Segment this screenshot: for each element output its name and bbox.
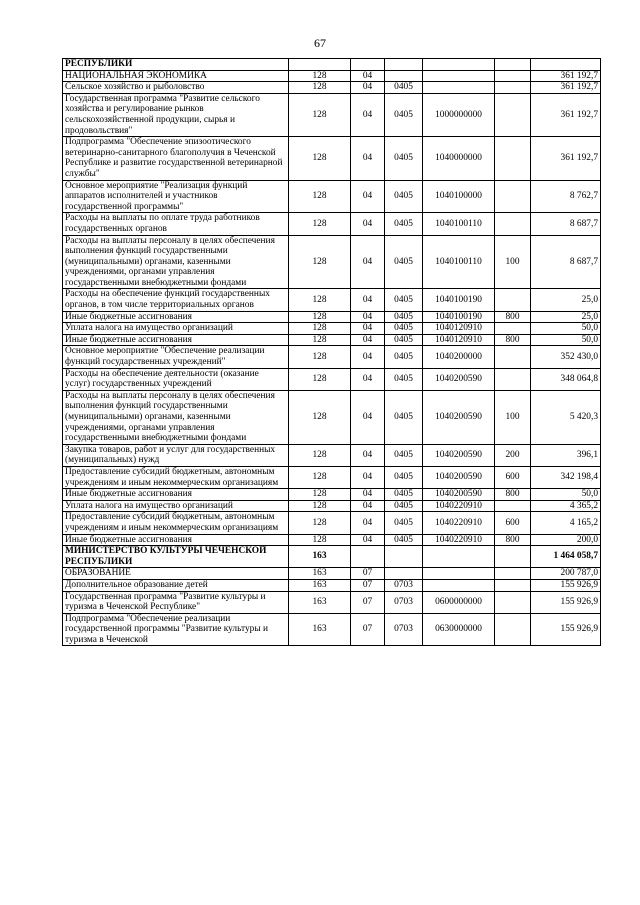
cell-name: Основное мероприятие "Реализация функций аппаратов исполнителей и участников государственной программы"	[63, 180, 289, 213]
cell-sum: 50,0	[531, 323, 601, 335]
cell-pr: 0405	[385, 534, 423, 546]
cell-name: Расходы на выплаты по оплате труда работников государственных органов	[63, 213, 289, 235]
cell-grbs: 128	[289, 512, 351, 534]
cell-sum: 50,0	[531, 489, 601, 501]
cell-grbs: 128	[289, 235, 351, 289]
cell-rz: 04	[351, 334, 385, 346]
cell-name: НАЦИОНАЛЬНАЯ ЭКОНОМИКА	[63, 70, 289, 82]
cell-name: Сельское хозяйство и рыболовство	[63, 82, 289, 94]
cell-sum: 348 064,8	[531, 368, 601, 390]
cell-grbs: 128	[289, 82, 351, 94]
cell-grbs: 163	[289, 591, 351, 613]
cell-grbs: 128	[289, 180, 351, 213]
table-row	[63, 444, 601, 466]
cell-rz: 04	[351, 466, 385, 488]
cell-pr: 0405	[385, 390, 423, 444]
cell-rz: 04	[351, 137, 385, 180]
cell-pr: 0405	[385, 346, 423, 368]
cell-vr: 100	[495, 235, 531, 289]
table-row	[63, 180, 601, 213]
cell-vr: 100	[495, 390, 531, 444]
cell-pr	[385, 546, 423, 568]
cell-name: Подпрограмма "Обеспечение эпизоотического ветеринарно-санитарного благополучия в Чеченской Республике и развитие государственной ветеринарной службы"	[63, 137, 289, 180]
cell-vr	[495, 568, 531, 580]
cell-cs	[423, 82, 495, 94]
cell-vr	[495, 213, 531, 235]
cell-name: Закупка товаров, работ и услуг для государственных (муниципальных) нужд	[63, 444, 289, 466]
cell-name: Иные бюджетные ассигнования	[63, 334, 289, 346]
cell-sum: 1 464 058,7	[531, 546, 601, 568]
cell-rz: 04	[351, 323, 385, 335]
cell-cs: 1040200000	[423, 346, 495, 368]
cell-rz: 07	[351, 579, 385, 591]
table-row	[63, 579, 601, 591]
cell-name: Подпрограмма "Обеспечение реализации государственной программы "Развитие культуры и туризма в Чеченской	[63, 613, 289, 646]
table-row	[63, 235, 601, 289]
cell-cs: 1040220910	[423, 512, 495, 534]
table-row	[63, 534, 601, 546]
cell-rz: 04	[351, 346, 385, 368]
table-row	[63, 137, 601, 180]
budget-table-body	[63, 59, 601, 646]
cell-rz	[351, 59, 385, 71]
cell-grbs: 163	[289, 613, 351, 646]
cell-name: Расходы на обеспечение функций государственных органов, в том числе территориальных органов	[63, 289, 289, 311]
table-row	[63, 289, 601, 311]
cell-cs: 1000000000	[423, 93, 495, 136]
cell-pr	[385, 568, 423, 580]
cell-name: Уплата налога на имущество организаций	[63, 500, 289, 512]
cell-pr: 0405	[385, 444, 423, 466]
table-row	[63, 390, 601, 444]
table-row	[63, 466, 601, 488]
cell-vr	[495, 82, 531, 94]
cell-pr: 0405	[385, 180, 423, 213]
cell-sum: 5 420,3	[531, 390, 601, 444]
table-row	[63, 568, 601, 580]
cell-rz: 04	[351, 289, 385, 311]
cell-rz	[351, 546, 385, 568]
cell-pr: 0405	[385, 466, 423, 488]
table-row	[63, 613, 601, 646]
cell-cs: 1040200590	[423, 390, 495, 444]
cell-grbs: 163	[289, 568, 351, 580]
cell-cs	[423, 546, 495, 568]
cell-grbs: 128	[289, 368, 351, 390]
cell-sum: 361 192,7	[531, 82, 601, 94]
cell-cs: 1040120910	[423, 323, 495, 335]
cell-sum: 4 365,2	[531, 500, 601, 512]
cell-vr: 600	[495, 466, 531, 488]
cell-cs	[423, 59, 495, 71]
cell-vr	[495, 93, 531, 136]
cell-sum: 361 192,7	[531, 93, 601, 136]
cell-name: Расходы на выплаты персоналу в целях обеспечения выполнения функций государственными (муниципальными) органами, казенными учреждениями, органами управления государственными внебюджетными фондами	[63, 235, 289, 289]
cell-sum: 155 926,9	[531, 591, 601, 613]
cell-pr: 0405	[385, 489, 423, 501]
table-row	[63, 213, 601, 235]
cell-grbs	[289, 59, 351, 71]
cell-vr	[495, 579, 531, 591]
cell-name: Иные бюджетные ассигнования	[63, 489, 289, 501]
table-row	[63, 512, 601, 534]
cell-vr	[495, 546, 531, 568]
cell-sum	[531, 59, 601, 71]
budget-table	[62, 58, 601, 646]
cell-grbs: 128	[289, 346, 351, 368]
cell-name: Уплата налога на имущество организаций	[63, 323, 289, 335]
cell-sum: 361 192,7	[531, 70, 601, 82]
cell-cs: 1040100110	[423, 235, 495, 289]
cell-cs	[423, 579, 495, 591]
cell-name: Дополнительное образование детей	[63, 579, 289, 591]
cell-vr	[495, 613, 531, 646]
page-number: 67	[314, 36, 326, 50]
cell-grbs: 128	[289, 334, 351, 346]
cell-cs: 0600000000	[423, 591, 495, 613]
cell-cs: 1040200590	[423, 444, 495, 466]
cell-sum: 8 687,7	[531, 235, 601, 289]
cell-cs: 1040200590	[423, 489, 495, 501]
cell-rz: 07	[351, 591, 385, 613]
cell-sum: 25,0	[531, 311, 601, 323]
cell-pr	[385, 59, 423, 71]
cell-rz: 07	[351, 613, 385, 646]
table-row	[63, 334, 601, 346]
cell-grbs: 163	[289, 579, 351, 591]
table-row	[63, 591, 601, 613]
cell-vr: 200	[495, 444, 531, 466]
cell-rz: 04	[351, 512, 385, 534]
cell-name: РЕСПУБЛИКИ	[63, 59, 289, 71]
cell-grbs: 128	[289, 466, 351, 488]
cell-vr: 800	[495, 311, 531, 323]
cell-vr	[495, 70, 531, 82]
cell-sum: 155 926,9	[531, 613, 601, 646]
cell-cs: 0630000000	[423, 613, 495, 646]
cell-sum: 200 787,0	[531, 568, 601, 580]
table-row	[63, 500, 601, 512]
cell-vr: 800	[495, 489, 531, 501]
cell-pr: 0405	[385, 500, 423, 512]
cell-name: Предоставление субсидий бюджетным, автономным учреждениям и иным некоммерческим организациям	[63, 466, 289, 488]
cell-pr: 0405	[385, 82, 423, 94]
cell-sum: 50,0	[531, 334, 601, 346]
cell-name: Государственная программа "Развитие сельского хозяйства и регулирование рынков сельскохозяйственной продукции, сырья и продовольствия"	[63, 93, 289, 136]
cell-pr: 0405	[385, 311, 423, 323]
cell-sum: 8 762,7	[531, 180, 601, 213]
cell-vr	[495, 323, 531, 335]
cell-cs: 1040200590	[423, 466, 495, 488]
cell-grbs: 128	[289, 70, 351, 82]
cell-rz: 04	[351, 534, 385, 546]
cell-name: МИНИСТЕРСТВО КУЛЬТУРЫ ЧЕЧЕНСКОЙ РЕСПУБЛИКИ	[63, 546, 289, 568]
cell-vr	[495, 289, 531, 311]
cell-cs: 1040100190	[423, 289, 495, 311]
cell-grbs: 128	[289, 289, 351, 311]
table-row	[63, 59, 601, 71]
cell-vr: 800	[495, 534, 531, 546]
cell-rz: 04	[351, 213, 385, 235]
cell-vr: 600	[495, 512, 531, 534]
cell-cs	[423, 568, 495, 580]
cell-sum: 342 198,4	[531, 466, 601, 488]
cell-pr: 0405	[385, 137, 423, 180]
table-row	[63, 93, 601, 136]
cell-sum: 396,1	[531, 444, 601, 466]
cell-vr	[495, 59, 531, 71]
cell-rz: 04	[351, 368, 385, 390]
cell-name: Иные бюджетные ассигнования	[63, 311, 289, 323]
cell-grbs: 128	[289, 93, 351, 136]
cell-rz: 04	[351, 444, 385, 466]
cell-sum: 4 165,2	[531, 512, 601, 534]
cell-rz: 04	[351, 235, 385, 289]
cell-pr: 0405	[385, 213, 423, 235]
cell-rz: 04	[351, 180, 385, 213]
cell-pr: 0703	[385, 613, 423, 646]
cell-grbs: 128	[289, 390, 351, 444]
cell-cs	[423, 70, 495, 82]
cell-cs: 1040120910	[423, 334, 495, 346]
cell-cs: 1040000000	[423, 137, 495, 180]
cell-sum: 361 192,7	[531, 137, 601, 180]
cell-name: Расходы на обеспечение деятельности (оказание услуг) государственных учреждений	[63, 368, 289, 390]
cell-cs: 1040200590	[423, 368, 495, 390]
cell-sum: 352 430,0	[531, 346, 601, 368]
cell-vr	[495, 137, 531, 180]
cell-sum: 25,0	[531, 289, 601, 311]
cell-pr: 0703	[385, 591, 423, 613]
cell-rz: 04	[351, 70, 385, 82]
cell-cs: 1040100000	[423, 180, 495, 213]
cell-pr	[385, 70, 423, 82]
cell-rz: 04	[351, 311, 385, 323]
cell-sum: 200,0	[531, 534, 601, 546]
cell-name: Государственная программа "Развитие культуры и туризма в Чеченской Республике"	[63, 591, 289, 613]
cell-grbs: 128	[289, 500, 351, 512]
cell-pr: 0405	[385, 512, 423, 534]
cell-cs: 1040100190	[423, 311, 495, 323]
cell-name: Иные бюджетные ассигнования	[63, 534, 289, 546]
cell-rz: 04	[351, 390, 385, 444]
table-row	[63, 70, 601, 82]
cell-rz: 04	[351, 500, 385, 512]
cell-pr: 0405	[385, 323, 423, 335]
cell-pr: 0405	[385, 235, 423, 289]
cell-sum: 155 926,9	[531, 579, 601, 591]
table-row	[63, 368, 601, 390]
cell-grbs: 128	[289, 311, 351, 323]
table-row	[63, 346, 601, 368]
cell-vr: 800	[495, 334, 531, 346]
table-row	[63, 546, 601, 568]
cell-rz: 07	[351, 568, 385, 580]
table-row	[63, 489, 601, 501]
cell-vr	[495, 180, 531, 213]
cell-grbs: 128	[289, 534, 351, 546]
cell-name: ОБРАЗОВАНИЕ	[63, 568, 289, 580]
cell-grbs: 128	[289, 213, 351, 235]
cell-grbs: 163	[289, 546, 351, 568]
table-row	[63, 82, 601, 94]
cell-vr	[495, 346, 531, 368]
cell-cs: 1040100110	[423, 213, 495, 235]
cell-rz: 04	[351, 82, 385, 94]
cell-cs: 1040220910	[423, 500, 495, 512]
cell-pr: 0405	[385, 334, 423, 346]
cell-pr: 0703	[385, 579, 423, 591]
cell-vr	[495, 500, 531, 512]
cell-vr	[495, 368, 531, 390]
cell-pr: 0405	[385, 289, 423, 311]
cell-name: Расходы на выплаты персоналу в целях обеспечения выполнения функций государственными (муниципальными) органами, казенными учреждениями, органами управления государственными внебюджетными фондами	[63, 390, 289, 444]
table-row	[63, 323, 601, 335]
cell-sum: 8 687,7	[531, 213, 601, 235]
cell-pr: 0405	[385, 93, 423, 136]
table-row	[63, 311, 601, 323]
cell-name: Предоставление субсидий бюджетным, автономным учреждениям и иным некоммерческим организациям	[63, 512, 289, 534]
cell-vr	[495, 591, 531, 613]
cell-grbs: 128	[289, 323, 351, 335]
cell-rz: 04	[351, 93, 385, 136]
cell-rz: 04	[351, 489, 385, 501]
cell-cs: 1040220910	[423, 534, 495, 546]
cell-grbs: 128	[289, 444, 351, 466]
cell-name: Основное мероприятие "Обеспечение реализации функций государственных учреждений"	[63, 346, 289, 368]
cell-grbs: 128	[289, 137, 351, 180]
cell-grbs: 128	[289, 489, 351, 501]
cell-pr: 0405	[385, 368, 423, 390]
